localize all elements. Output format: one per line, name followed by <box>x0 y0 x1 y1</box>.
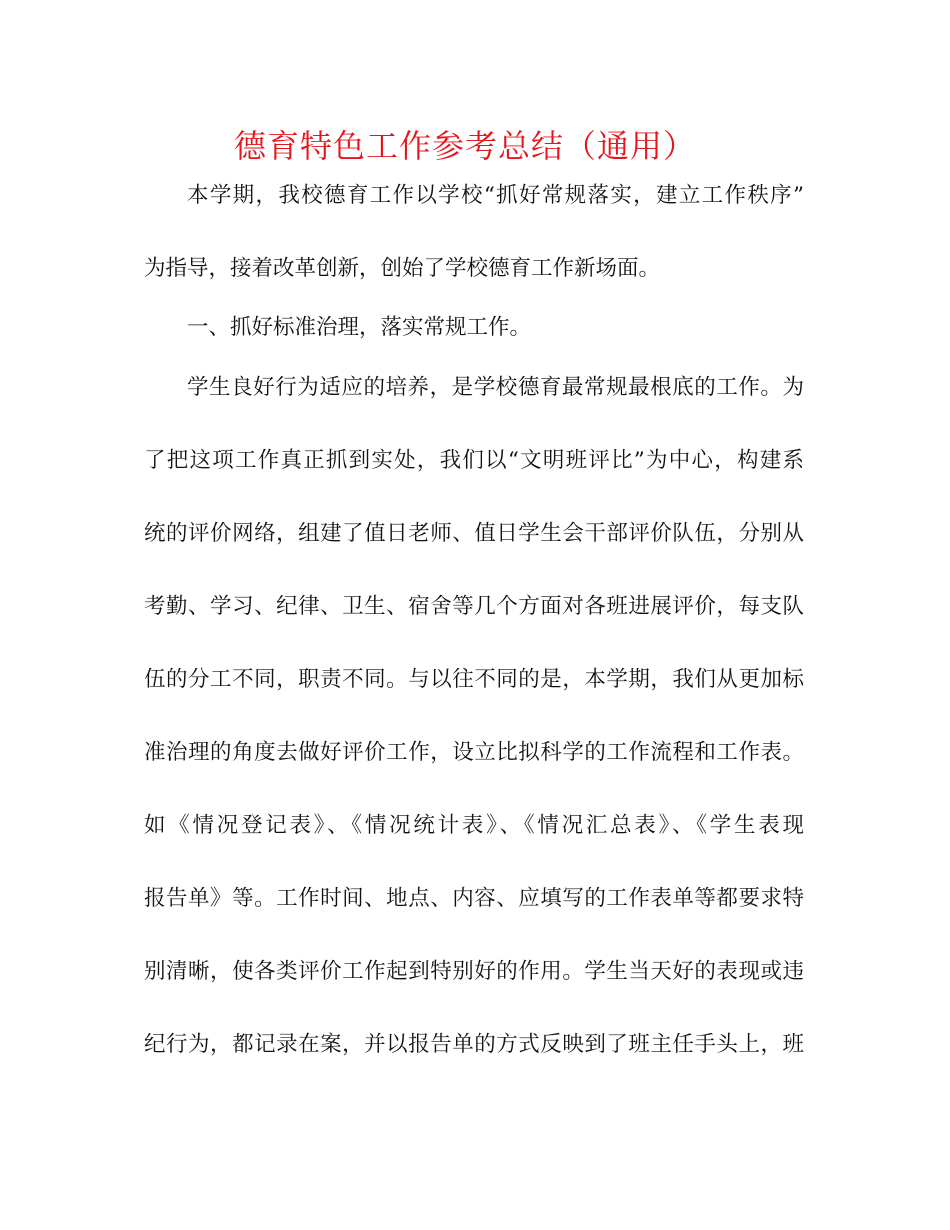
paragraph-line: 考勤、学习、纪律、卫生、宿舍等几个方面对各班进展评价，每支队 <box>144 594 804 619</box>
paragraph-line: 纪行为，都记录在案，并以报告单的方式反映到了班主任手头上，班 <box>144 1032 804 1057</box>
paragraph-line: 伍的分工不同，职责不同。与以往不同的是，本学期，我们从更加标 <box>144 667 804 692</box>
paragraph-line: 别清晰，使各类评价工作起到特别好的作用。学生当天好的表现或违 <box>144 959 804 984</box>
paragraph-line: 为指导，接着改革创新，创始了学校德育工作新场面。 <box>144 256 661 281</box>
paragraph-line: 统的评价网络，组建了值日老师、值日学生会干部评价队伍，分别从 <box>144 521 804 546</box>
document-title: 德育特色工作参考总结（通用） <box>233 127 696 165</box>
paragraph-line: 准治理的角度去做好评价工作，设立比拟科学的工作流程和工作表。 <box>144 740 804 765</box>
paragraph-line: 学生良好行为适应的培养，是学校德育最常规最根底的工作。为 <box>187 375 804 400</box>
paragraph-line: 本学期，我校德育工作以学校“抓好常规落实，建立工作秩序” <box>187 183 804 208</box>
paragraph-line: 报告单》等。工作时间、地点、内容、应填写的工作表单等都要求特 <box>144 886 804 911</box>
section-heading: 一、抓好标准治理，落实常规工作。 <box>187 315 532 340</box>
paragraph-line: 了把这项工作真正抓到实处，我们以“文明班评比”为中心，构建系 <box>144 448 804 473</box>
paragraph-line: 如《情况登记表》、《情况统计表》、《情况汇总表》、《学生表现 <box>144 813 804 838</box>
